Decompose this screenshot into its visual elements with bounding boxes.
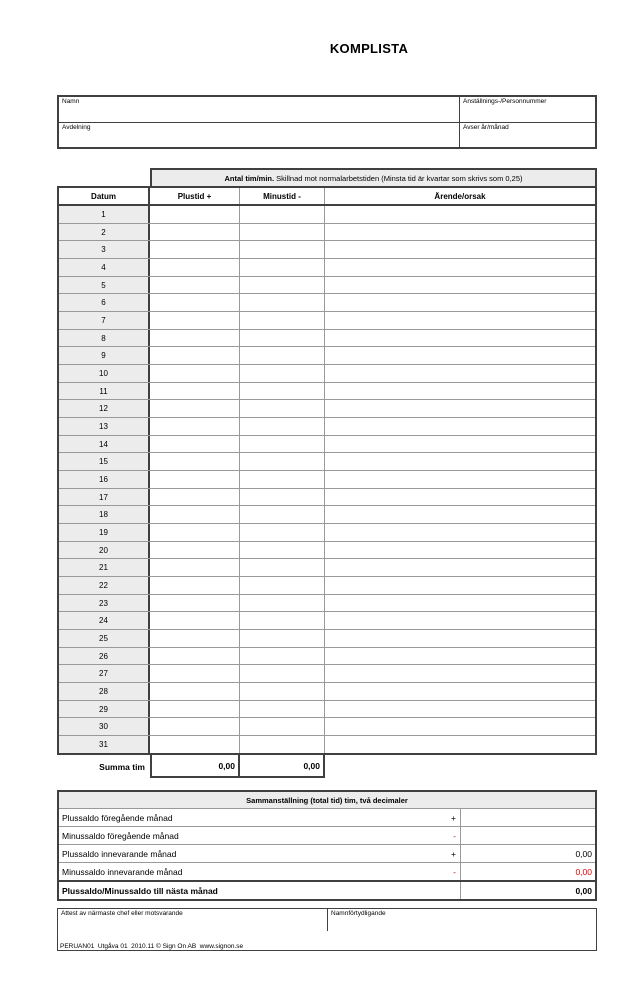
arende-input-cell[interactable] [325,436,595,453]
minustid-input-cell[interactable] [240,277,325,294]
summary-rows [59,808,595,899]
plustid-input-cell[interactable] [150,312,240,329]
avdelning-field[interactable] [59,122,459,147]
datum-cell: 28 [59,683,150,700]
datum-cell: 9 [59,347,150,364]
avser-field[interactable] [459,122,595,147]
minustid-input-cell[interactable] [240,365,325,382]
plustid-input-cell[interactable] [150,630,240,647]
table-row [59,399,595,417]
datum-cell: 23 [59,595,150,612]
plustid-input-cell[interactable] [150,736,240,753]
antal-header-bold: Antal tim/min. [224,173,275,183]
datum-cell: 1 [59,206,150,223]
arende-input-cell[interactable] [325,524,595,541]
datum-cell: 17 [59,489,150,506]
plustid-input-cell[interactable] [150,577,240,594]
minustid-input-cell[interactable] [240,683,325,700]
table-row [59,717,595,735]
summary-row-value: 0,00 [575,848,592,859]
table-row [59,452,595,470]
minustid-input-cell[interactable] [240,542,325,559]
namnfortydligande-label: Namnförtydligande [331,910,386,917]
datum-cell: 29 [59,701,150,718]
plustid-input-cell[interactable] [150,595,240,612]
minustid-input-cell[interactable] [240,648,325,665]
antal-header [150,168,597,186]
arende-input-cell[interactable] [325,612,595,629]
table-row [59,435,595,453]
table-row [59,293,595,311]
summary-table [57,790,597,901]
table-row [59,346,595,364]
table-row [59,311,595,329]
table-row [59,505,595,523]
summary-row-label: Plussaldo föregående månad + [59,809,461,826]
table-row [59,382,595,400]
datum-cell: 13 [59,418,150,435]
table-row [59,240,595,258]
summary-row-label: Plussaldo innevarande månad + [59,845,461,862]
summary-row [59,826,595,844]
minustid-input-cell[interactable] [240,718,325,735]
table-row [59,611,595,629]
datum-cell: 3 [59,241,150,258]
plustid-input-cell[interactable] [150,294,240,311]
time-table-header-row [59,188,595,206]
summary-row [59,880,595,899]
form-footer: PERUAN01 Utgåva 01 2010.11 © Sign On AB www.signon.se [60,943,244,950]
arende-input-cell[interactable] [325,559,595,576]
arende-input-cell[interactable] [325,595,595,612]
summary-row-label: Plussaldo/Minussaldo till nästa månad [59,882,461,899]
table-row [59,364,595,382]
arende-input-cell[interactable] [325,224,595,241]
datum-cell: 5 [59,277,150,294]
plustid-input-cell[interactable] [150,241,240,258]
arende-input-cell[interactable] [325,701,595,718]
minustid-input-cell[interactable] [240,577,325,594]
summary-row-sign: - [453,830,456,841]
arende-input-cell[interactable] [325,383,595,400]
plustid-input-cell[interactable] [150,224,240,241]
datum-cell: 24 [59,612,150,629]
summary-row-sign: - [453,866,456,877]
datum-cell: 22 [59,577,150,594]
table-row [59,488,595,506]
namn-label: Namn [62,98,80,105]
minustid-input-cell[interactable] [240,436,325,453]
attest-box [57,908,597,951]
time-table-rows [59,206,595,753]
plustid-input-cell[interactable] [150,524,240,541]
arende-input-cell[interactable] [325,683,595,700]
header-box [57,95,597,149]
datum-cell: 15 [59,453,150,470]
minustid-input-cell[interactable] [240,471,325,488]
plustid-input-cell[interactable] [150,206,240,223]
minustid-input-cell[interactable] [240,383,325,400]
minustid-input-cell[interactable] [240,224,325,241]
minustid-input-cell[interactable] [240,294,325,311]
minustid-input-cell[interactable] [240,418,325,435]
table-row [59,206,595,223]
plustid-input-cell[interactable] [150,347,240,364]
table-row [59,329,595,347]
minustid-input-cell[interactable] [240,630,325,647]
table-row [59,682,595,700]
plustid-input-cell[interactable] [150,277,240,294]
plustid-input-cell[interactable] [150,612,240,629]
datum-cell: 8 [59,330,150,347]
plustid-input-cell[interactable] [150,542,240,559]
arende-input-cell[interactable] [325,471,595,488]
summary-row [59,862,595,880]
personnummer-field[interactable] [459,97,595,122]
plustid-input-cell[interactable] [150,330,240,347]
arende-input-cell[interactable] [325,259,595,276]
arende-input-cell[interactable] [325,347,595,364]
plustid-input-cell[interactable] [150,259,240,276]
datum-cell: 7 [59,312,150,329]
summary-row-value[interactable] [461,827,595,844]
plustid-input-cell[interactable] [150,418,240,435]
arende-input-cell[interactable] [325,241,595,258]
datum-cell: 12 [59,400,150,417]
datum-cell: 26 [59,648,150,665]
summary-row-value: 0,00 [575,866,592,877]
summa-label: Summa tim [99,761,145,772]
table-row [59,647,595,665]
minustid-input-cell[interactable] [240,612,325,629]
table-row [59,664,595,682]
datum-cell: 25 [59,630,150,647]
datum-cell: 2 [59,224,150,241]
summary-header: Sammanställning (total tid) tim, två decimaler [59,792,595,808]
antal-header-rest: Skillnad mot normalarbetstiden (Minsta tid är kvartar som skrivs som 0,25) [274,173,523,183]
minustid-input-cell[interactable] [240,506,325,523]
table-row [59,558,595,576]
datum-cell: 10 [59,365,150,382]
plustid-input-cell[interactable] [150,400,240,417]
summa-row [57,755,325,778]
minustid-input-cell[interactable] [240,400,325,417]
arende-input-cell[interactable] [325,330,595,347]
arende-input-cell[interactable] [325,400,595,417]
plustid-input-cell[interactable] [150,683,240,700]
table-row [59,735,595,753]
minustid-input-cell[interactable] [240,330,325,347]
col-header-plustid: Plustid + [150,188,240,204]
avser-label: Avser år/månad [463,124,509,131]
arende-input-cell[interactable] [325,718,595,735]
plustid-input-cell[interactable] [150,506,240,523]
summary-row-value: 0,00 [575,885,592,896]
arende-input-cell[interactable] [325,506,595,523]
minustid-input-cell[interactable] [240,206,325,223]
minustid-input-cell[interactable] [240,736,325,753]
plustid-input-cell[interactable] [150,718,240,735]
minustid-input-cell[interactable] [240,312,325,329]
arende-input-cell[interactable] [325,665,595,682]
plustid-input-cell[interactable] [150,471,240,488]
datum-cell: 19 [59,524,150,541]
datum-cell: 21 [59,559,150,576]
arende-input-cell[interactable] [325,206,595,223]
arende-input-cell[interactable] [325,489,595,506]
plustid-input-cell[interactable] [150,665,240,682]
summa-minustid-value: 0,00 [240,755,325,778]
col-header-datum: Datum [59,188,150,204]
minustid-input-cell[interactable] [240,453,325,470]
summary-row [59,808,595,826]
datum-cell: 16 [59,471,150,488]
personnummer-label: Anställnings-/Personnummer [463,98,547,105]
arende-input-cell[interactable] [325,736,595,753]
summary-row-sign: + [451,812,456,823]
arende-input-cell[interactable] [325,418,595,435]
datum-cell: 27 [59,665,150,682]
attest-label: Attest av närmaste chef eller motsvarande [61,910,183,917]
summary-row [59,844,595,862]
arende-input-cell[interactable] [325,365,595,382]
arende-input-cell[interactable] [325,312,595,329]
minustid-input-cell[interactable] [240,241,325,258]
datum-cell: 31 [59,736,150,753]
table-row [59,417,595,435]
arende-input-cell[interactable] [325,577,595,594]
datum-cell: 20 [59,542,150,559]
table-row [59,276,595,294]
datum-cell: 4 [59,259,150,276]
summary-row-label: Minussaldo innevarande månad - [59,863,461,880]
col-header-minustid: Minustid - [240,188,325,204]
table-row [59,223,595,241]
summary-row-sign: + [451,848,456,859]
col-header-arende: Ärende/orsak [434,191,486,201]
table-row [59,523,595,541]
datum-cell: 30 [59,718,150,735]
table-row [59,470,595,488]
plustid-input-cell[interactable] [150,489,240,506]
minustid-input-cell[interactable] [240,665,325,682]
plustid-input-cell[interactable] [150,701,240,718]
minustid-input-cell[interactable] [240,524,325,541]
plustid-input-cell[interactable] [150,365,240,382]
summa-plustid-value: 0,00 [150,755,240,778]
arende-input-cell[interactable] [325,542,595,559]
plustid-input-cell[interactable] [150,559,240,576]
table-row [59,576,595,594]
arende-input-cell[interactable] [325,648,595,665]
minustid-input-cell[interactable] [240,259,325,276]
summary-row-value[interactable] [461,809,595,826]
minustid-input-cell[interactable] [240,347,325,364]
table-row [59,541,595,559]
summary-row-label: Minussaldo föregående månad - [59,827,461,844]
datum-cell: 6 [59,294,150,311]
attest-divider [327,909,328,931]
time-table [57,186,597,755]
datum-cell: 11 [59,383,150,400]
namn-field[interactable] [59,97,459,122]
minustid-input-cell[interactable] [240,595,325,612]
plustid-input-cell[interactable] [150,436,240,453]
minustid-input-cell[interactable] [240,489,325,506]
arende-input-cell[interactable] [325,630,595,647]
datum-cell: 18 [59,506,150,523]
datum-cell: 14 [59,436,150,453]
page-title: KOMPLISTA [329,41,409,56]
table-row [59,258,595,276]
table-row [59,629,595,647]
plustid-input-cell[interactable] [150,383,240,400]
arende-input-cell[interactable] [325,294,595,311]
arende-input-cell[interactable] [325,277,595,294]
table-row [59,700,595,718]
plustid-input-cell[interactable] [150,648,240,665]
table-row [59,594,595,612]
arende-input-cell[interactable] [325,453,595,470]
minustid-input-cell[interactable] [240,559,325,576]
minustid-input-cell[interactable] [240,701,325,718]
avdelning-label: Avdelning [62,124,91,131]
plustid-input-cell[interactable] [150,453,240,470]
